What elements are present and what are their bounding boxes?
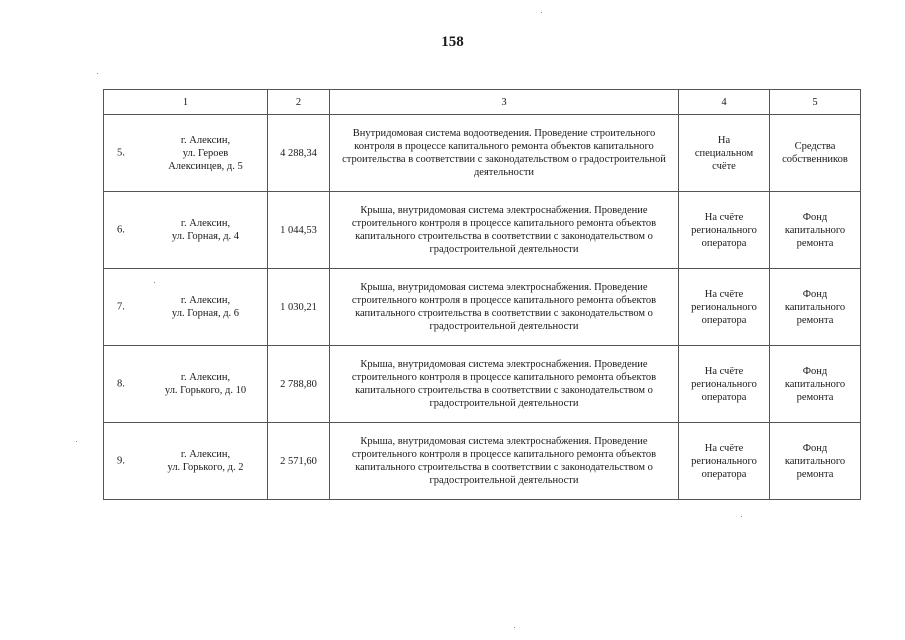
funding-source-cell xyxy=(770,346,861,423)
account-line: регионального xyxy=(691,455,757,467)
account-line: оператора xyxy=(701,314,747,326)
account-cell xyxy=(679,423,770,500)
account-line: оператора xyxy=(701,237,747,249)
scan-speck xyxy=(76,441,77,442)
scan-speck xyxy=(154,282,155,283)
funding-source-line: собственников xyxy=(782,154,848,165)
address xyxy=(108,217,263,243)
funding-source-line: Фонд xyxy=(802,211,828,223)
row-number: 6. xyxy=(117,224,125,236)
account-line: регионального xyxy=(691,224,757,236)
funding-source-cell xyxy=(770,115,861,192)
address-line: ул. Горького, д. 2 xyxy=(167,462,244,473)
row-number: 5. xyxy=(117,147,125,159)
page-number: 158 xyxy=(441,34,464,50)
account-line: оператора xyxy=(701,468,747,480)
account-cell xyxy=(679,192,770,269)
funding-source-line: Фонд xyxy=(802,442,828,454)
account-line: счёте xyxy=(712,160,736,172)
account-cell xyxy=(679,346,770,423)
funding-source-line: капитального xyxy=(784,301,846,313)
address-line: ул. Горная, д. 6 xyxy=(171,308,240,319)
account-line: регионального xyxy=(691,378,757,390)
scan-speck xyxy=(514,627,515,628)
funding-source-line: ремонта xyxy=(796,237,834,249)
row-number: 7. xyxy=(117,301,125,313)
scan-speck xyxy=(541,12,542,13)
table-row xyxy=(104,423,861,500)
address xyxy=(108,448,263,474)
address xyxy=(108,134,263,173)
funding-source-line: Фонд xyxy=(802,288,828,300)
account-line: оператора xyxy=(701,391,747,403)
funding-source-line: ремонта xyxy=(796,468,834,480)
amount-cell: 4 288,34 xyxy=(268,115,330,192)
table-row xyxy=(104,192,861,269)
description-cell: Крыша, внутридомовая система электроснабжения. Проведение строительного контроля в процессе капитального ремонта объектов капитального строительства в соответствии с законодательством о градостроительной деятельности xyxy=(330,269,679,346)
funding-source-line: капитального xyxy=(784,378,846,390)
address-line: ул. Горького, д. 10 xyxy=(164,385,247,396)
account-line: регионального xyxy=(691,301,757,313)
account-line: На счёте xyxy=(704,288,744,300)
scan-speck xyxy=(97,73,98,74)
description-cell: Крыша, внутридомовая система электроснабжения. Проведение строительного контроля в процессе капитального ремонта объектов капитального строительства в соответствии с законодательством о градостроительной деятельности xyxy=(330,423,679,500)
address-cell xyxy=(104,346,268,423)
account-cell xyxy=(679,115,770,192)
funding-source-line: капитального xyxy=(784,224,846,236)
address-line: г. Алексин, xyxy=(180,295,231,306)
address xyxy=(108,294,263,320)
table-header-row xyxy=(104,90,861,115)
account-cell xyxy=(679,269,770,346)
account-line: На счёте xyxy=(704,365,744,377)
table-row xyxy=(104,269,861,346)
description-cell: Крыша, внутридомовая система электроснабжения. Проведение строительного контроля в процессе капитального ремонта объектов капитального строительства в соответствии с законодательством о градостроительной деятельности xyxy=(330,346,679,423)
address-cell xyxy=(104,115,268,192)
column-header: 1 xyxy=(104,90,268,115)
row-number: 8. xyxy=(117,378,125,390)
table-row xyxy=(104,346,861,423)
funding-source-line: Фонд xyxy=(802,365,828,377)
account-line: На счёте xyxy=(704,211,744,223)
address-line: г. Алексин, xyxy=(180,218,231,229)
column-header: 4 xyxy=(679,90,770,115)
account-line: На счёте xyxy=(704,442,744,454)
description-cell: Крыша, внутридомовая система электроснабжения. Проведение строительного контроля в процессе капитального ремонта объектов капитального строительства в соответствии с законодательством о градостроительной деятельности xyxy=(330,192,679,269)
amount-cell: 1 030,21 xyxy=(268,269,330,346)
funding-source-line: капитального xyxy=(784,455,846,467)
address-line: г. Алексин, xyxy=(180,134,231,146)
funding-source-line: Средства xyxy=(794,141,836,152)
funding-source-line: ремонта xyxy=(796,391,834,403)
column-header: 3 xyxy=(330,90,679,115)
scan-speck xyxy=(741,516,742,517)
address-line: г. Алексин, xyxy=(180,449,231,460)
column-header: 2 xyxy=(268,90,330,115)
funding-source-cell xyxy=(770,192,861,269)
account-line: На xyxy=(717,134,731,146)
address-cell xyxy=(104,269,268,346)
address xyxy=(108,371,263,397)
address-line: г. Алексин, xyxy=(180,372,231,383)
address-cell xyxy=(104,192,268,269)
address-line: Алексинцев, д. 5 xyxy=(168,160,243,172)
address-line: ул. Героев xyxy=(182,147,229,159)
funding-source-cell xyxy=(770,423,861,500)
capital-repair-table xyxy=(103,89,861,500)
amount-cell: 2 571,60 xyxy=(268,423,330,500)
amount-cell: 2 788,80 xyxy=(268,346,330,423)
table-row xyxy=(104,115,861,192)
address-cell xyxy=(104,423,268,500)
column-header: 5 xyxy=(770,90,861,115)
funding-source-line: ремонта xyxy=(796,314,834,326)
table-body xyxy=(104,115,861,500)
funding-source-cell xyxy=(770,269,861,346)
address-line: ул. Горная, д. 4 xyxy=(171,231,240,242)
row-number: 9. xyxy=(117,455,125,467)
account-line: специальном xyxy=(694,147,754,159)
amount-cell: 1 044,53 xyxy=(268,192,330,269)
description-cell: Внутридомовая система водоотведения. Проведение строительного контроля в процессе капитального ремонта объектов капитального строительства в соответствии с законодательством о градостроительной деятельности xyxy=(330,115,679,192)
